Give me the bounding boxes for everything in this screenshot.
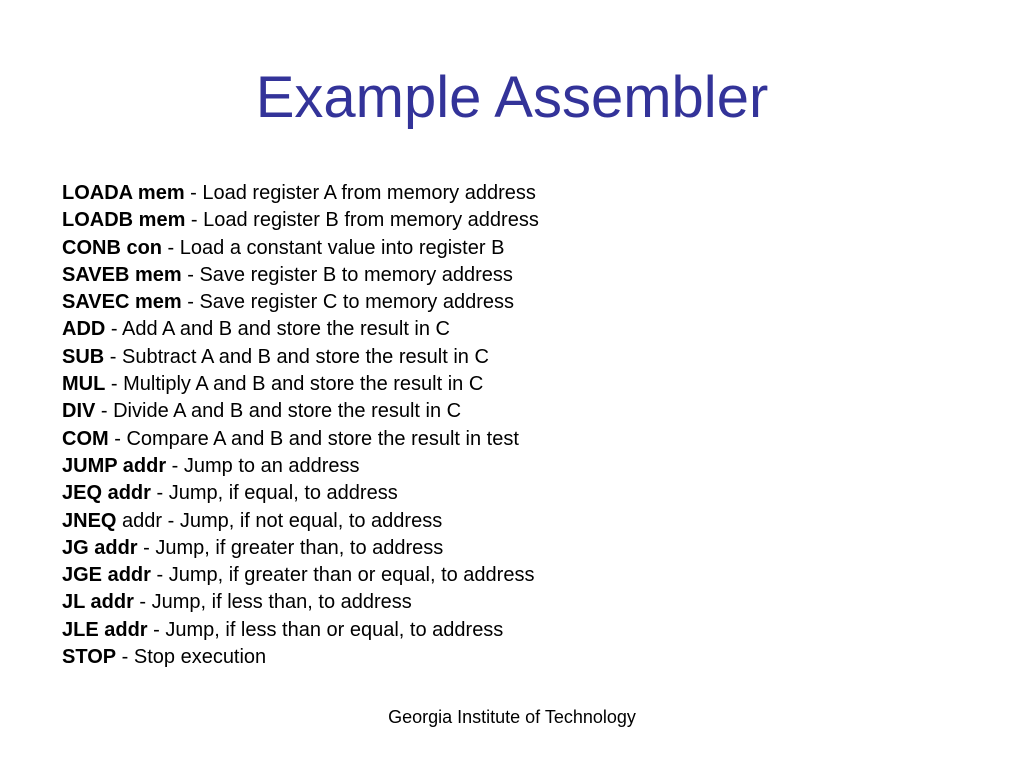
instruction-description: - Save register B to memory address [181,263,513,286]
instruction-description: - Jump, if less than or equal, to address [147,618,504,641]
instruction-item [62,426,539,453]
instruction-mnemonic: JL addr [62,591,134,614]
instruction-mnemonic: CONB con [62,236,162,259]
instruction-mnemonic: JUMP addr [62,454,167,477]
instruction-item [62,262,539,289]
instruction-mnemonic: JLE addr [62,618,148,641]
instruction-item [62,589,539,616]
instruction-mnemonic: SAVEB mem [62,263,182,286]
instruction-description: - Compare A and B and store the result in test [108,427,519,450]
instruction-item [62,180,539,207]
instruction-mnemonic: SUB [62,345,105,368]
instruction-description: - Jump, if greater than, to address [137,536,444,559]
instruction-description: addr - Jump, if not equal, to address [116,509,443,532]
instruction-description: - Load register A from memory address [184,182,536,204]
instruction-item [62,207,539,234]
slide-title: Example Assembler [255,65,769,130]
instruction-mnemonic: ADD [62,318,106,341]
instruction-description: - Multiply A and B and store the result in C [105,373,484,396]
instruction-item [62,508,539,535]
instruction-item [62,289,539,316]
instruction-mnemonic: JGE addr [62,564,151,587]
instruction-item [62,562,539,589]
instruction-mnemonic: MUL [62,373,106,396]
instruction-mnemonic: SAVEC mem [62,291,182,314]
instruction-mnemonic: DIV [62,400,96,423]
instruction-item [62,398,539,425]
instruction-item [62,617,539,644]
instruction-item [62,453,539,480]
instruction-item [62,344,539,371]
instruction-description: - Stop execution [116,646,267,669]
instruction-description: - Divide A and B and store the result in C [95,400,462,423]
instruction-item [62,316,539,343]
slide-footer: Georgia Institute of Technology [388,707,636,727]
instruction-description: - Load a constant value into register B [162,236,505,259]
instruction-item [62,235,539,262]
instruction-description: - Save register C to memory address [181,291,515,314]
instruction-description: - Jump, if equal, to address [150,482,398,505]
instruction-item [62,644,539,671]
instruction-mnemonic: JEQ addr [62,482,151,505]
instruction-mnemonic: JNEQ [62,509,117,532]
instruction-item [62,535,539,562]
instruction-list [62,180,539,671]
instruction-description: - Subtract A and B and store the result in C [104,345,489,368]
instruction-description: - Jump to an address [166,454,360,477]
instruction-item [62,371,539,398]
instruction-item [62,480,539,507]
instruction-mnemonic: COM [62,427,109,450]
instruction-mnemonic: JG addr [62,536,138,559]
instruction-description: - Add A and B and store the result in C [105,318,451,341]
instruction-mnemonic: LOADA mem [62,182,185,204]
instruction-description: - Jump, if less than, to address [133,591,412,614]
instruction-description: - Load register B from memory address [185,209,539,232]
instruction-mnemonic: LOADB mem [62,209,186,232]
instruction-mnemonic: STOP [62,646,117,669]
instruction-description: - Jump, if greater than or equal, to address [150,564,535,587]
